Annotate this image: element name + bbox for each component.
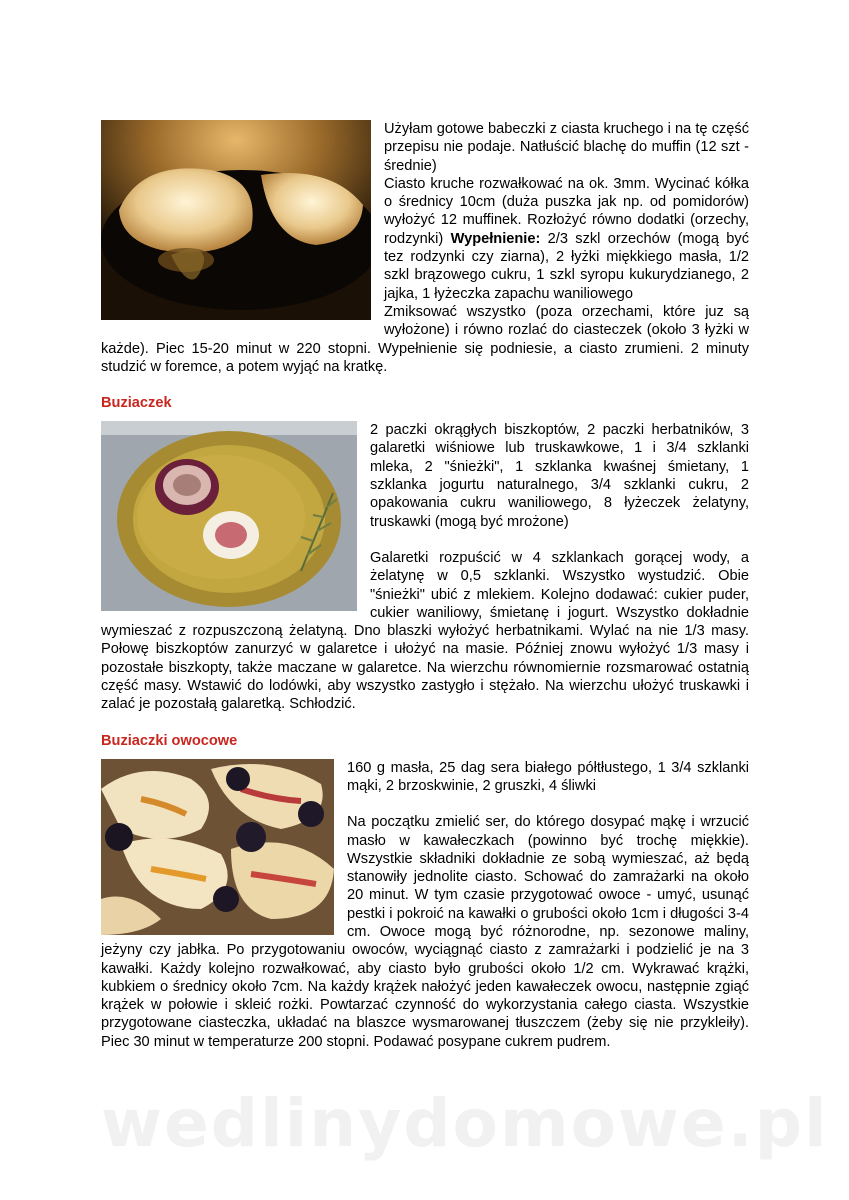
tart-instructions-part-b: 2/3 szkl orzechów (mogą być tez rodzynki czy ziarna), 2 łyżki miękkiego masła, 1/2 szkl brązowego cukru, 1 szkl syropu kukurydzianego, 2 jajka, 1 łyżeczka zapachu waniliowego <box>384 230 749 302</box>
recipe-buziaczek <box>101 421 749 713</box>
tart-intro: Użyłam gotowe babeczki z ciasta kruchego i na tę część przepisu nie podaje. Natłuścić blachę do muffin (12 szt - średnie) <box>384 121 749 174</box>
owocowe-ingredients: 160 g masła, 25 dag sera białego półtłustego, 1 3/4 szklanki mąki, 2 brzoskwinie, 2 gruszki, 4 śliwki <box>347 759 749 794</box>
recipe-tarts <box>101 120 749 376</box>
site-watermark: wedlinydomowe.pl <box>101 1085 829 1162</box>
recipe-buziaczki-owocowe <box>101 759 749 1051</box>
buziaczki-owocowe-title: Buziaczki owocowe <box>101 732 238 749</box>
tart-photo <box>101 120 371 320</box>
buziaczek-method: Galaretki rozpuścić w 4 szklankach gorącej wody, a żelatynę w 0,5 szklanki. Wszystko wystudzić. Obie "śnieżki" ubić z mlekiem. Kolejno dodawać: cukier puder, cukier waniliowy, śmietanę i jogurt. Wszystko dokładnie wymieszać z rozpuszczoną żelatyną. Dno blaszki wyłożyć herbatnikami. Wylać na nie 1/3 masy. Połowę biszkoptów zanurzyć w galaretce i ułożyć na masie. Później znowu wyłożyć 1/3 masy i pozostałe biszkopty, także maczane w galaretce. Na wierzchu równomiernie rozsmarować ostatnią część masy. Wstawić do lodówki, aby wszystko zastygło i stężało. Na wierzchu ułożyć truskawki i zalać je pozostałą galaretką. Schłodzić. <box>101 549 749 713</box>
document-page <box>101 120 749 1051</box>
filling-label: Wypełnienie: <box>450 230 541 247</box>
tart-baking: Zmiksować wszystko (poza orzechami, które juz są wyłożone) i równo rozlać do ciasteczek (około 3 łyżki w każde). Piec 15-20 minut w 220 stopni. Wypełnienie się podniesie, a ciasto zrumieni. 2 minuty studzić w foremce, a potem wyjąć na kratkę. <box>101 303 749 375</box>
buziaczek-photo <box>101 421 357 611</box>
fruit-pastries-photo <box>101 759 334 935</box>
owocowe-method: Na początku zmielić ser, do którego dosypać mąkę i wrzucić masło w kawałeczkach (powinno być trochę miękkie). Wszystkie składniki dokładnie ze sobą wymieszać, aż będą stanowiły jednolite ciasto. Schować do zamrażarki na około 20 minut. W tym czasie przygotować owoce - umyć, usunąć pestki i pokroić na kawałki o grubości około 1cm i długości 3-4 cm. Owoce mogą być różnorodne, np. sezonowe maliny, jeżyny czy jabłka. Po przygotowaniu owoców, wyciągnąć ciasto z zamrażarki i podzielić je na 3 kawałki. Każdy kolejno rozwałkować, aby ciasto było grubości około 1/2 cm. Wykrawać krążki, kubkiem o średnicy około 7cm. Na każdy krążek nałożyć jeden kawałeczek owocu, następnie zgiąć krążek w połowie i skleić rożki. Powtarzać czynność do wykorzystania całego ciasta. Wszystkie przygotowane ciasteczka, układać na blaszce wysmarowanej tłuszczem (żeby się nie przykleiły). Piec 30 minut w temperaturze 200 stopni. Podawać posypane cukrem pudrem. <box>101 814 749 1050</box>
tart-instructions-part-a: Ciasto kruche rozwałkować na ok. 3mm. Wycinać kółka o średnicy 10cm (duża puszka jak np. od pomidorów) wyłożyć 12 muffinek. Rozłożyć równo dodatki (orzechy, rodzynki) <box>384 175 749 247</box>
buziaczek-title: Buziaczek <box>101 395 172 412</box>
buziaczek-ingredients: 2 paczki okrągłych biszkoptów, 2 paczki herbatników, 3 galaretki wiśniowe lub truskawkowe, 1 i 3/4 szklanki mleka, 2 "śnieżki", 1 szklanka kwaśnej śmietany, 1 szklanka jogurtu naturalnego, 3/4 szklanki cukru, 2 opakowania cukru waniliowego, 8 łyżeczek żelatyny, truskawki (mogą być mrożone) <box>370 422 749 530</box>
